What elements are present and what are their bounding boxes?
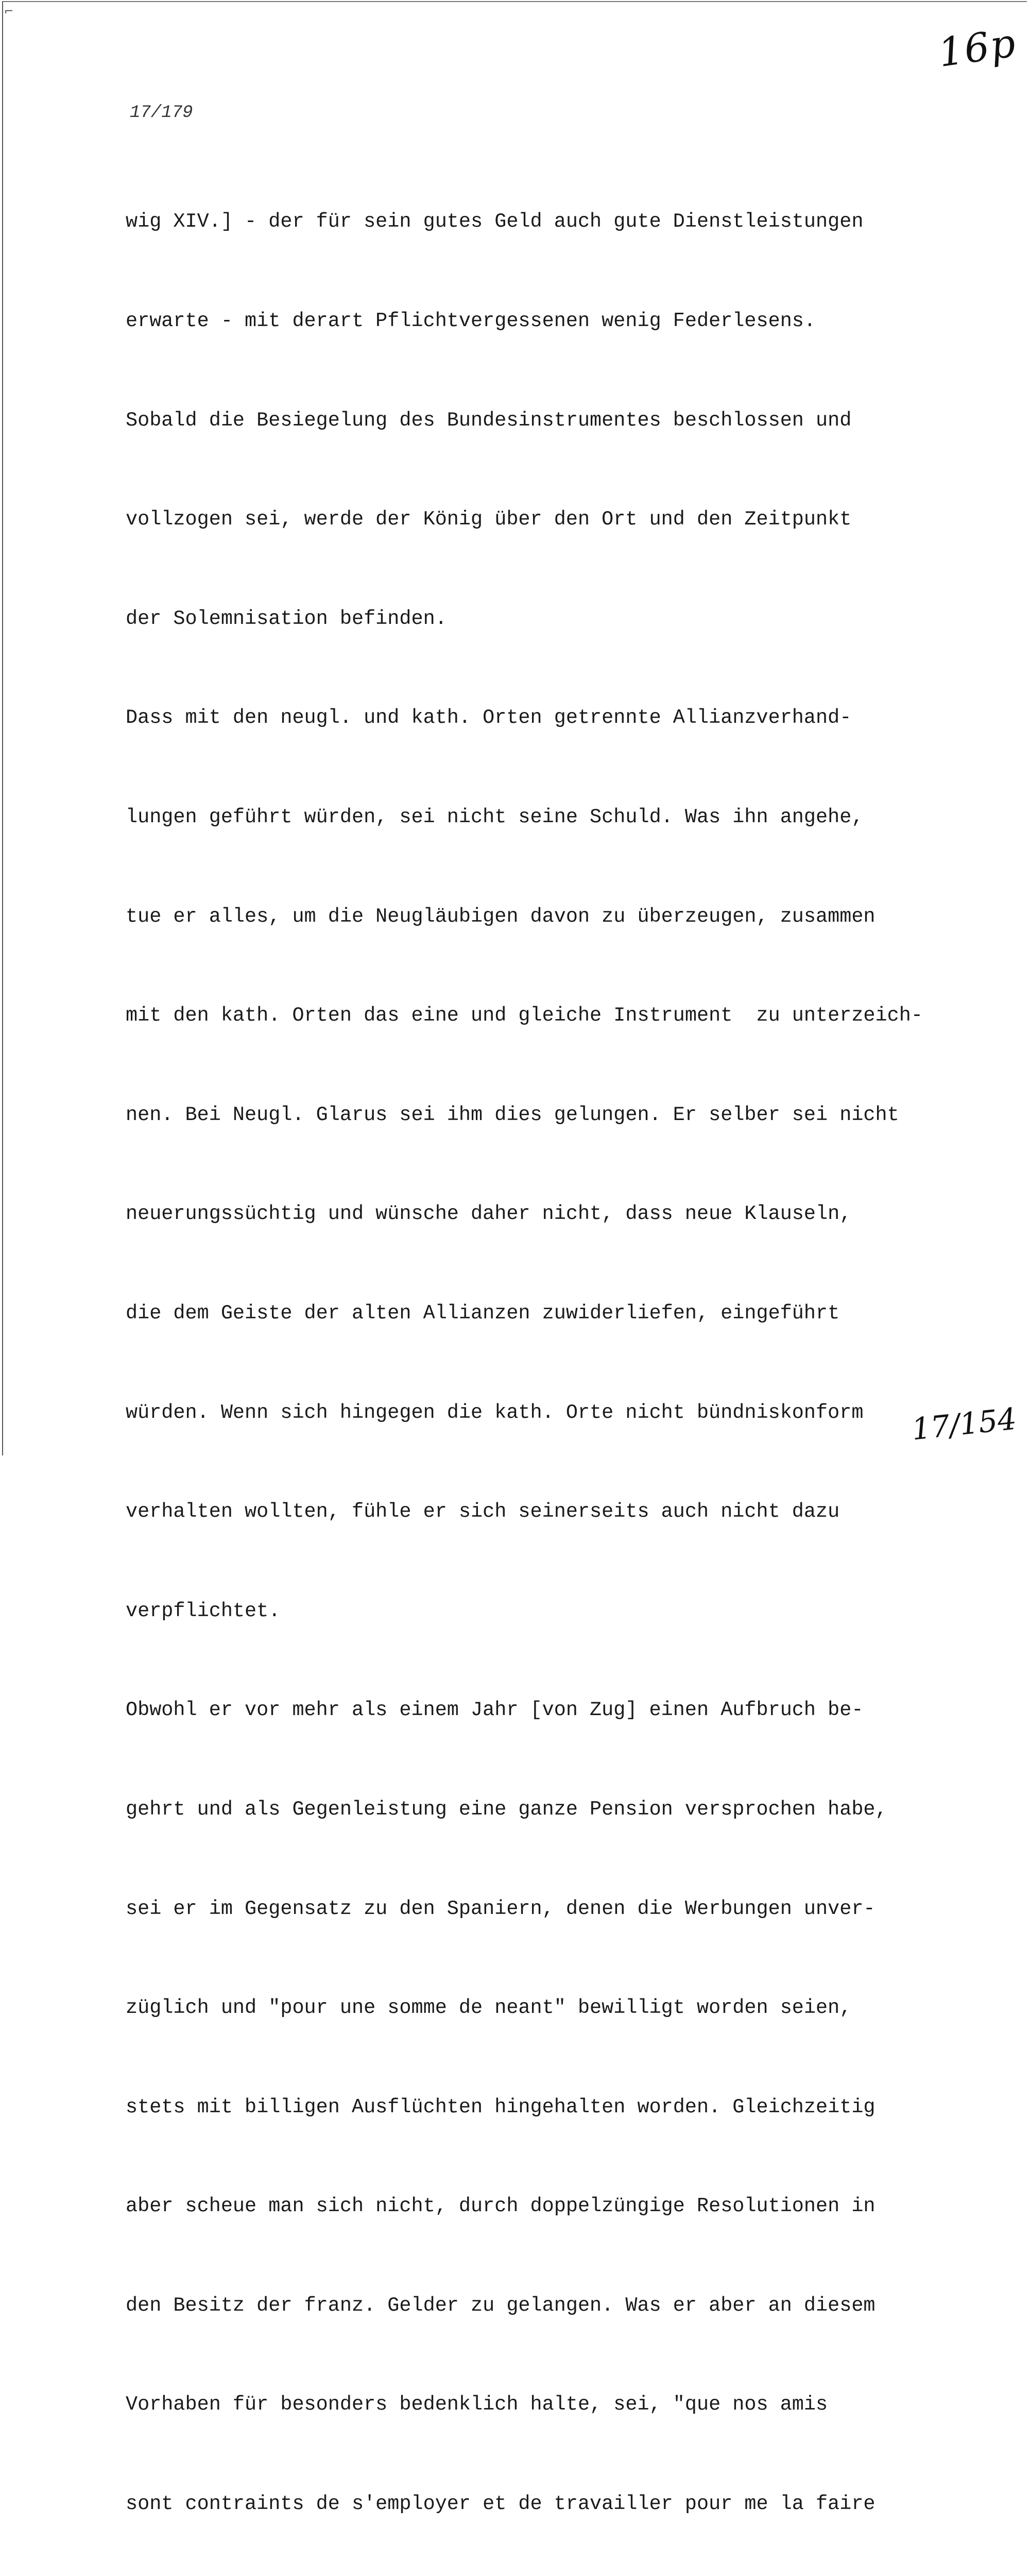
text-line: tue er alles, um die Neugläubigen davon zu überzeugen, zusammen <box>126 905 876 928</box>
text-line: den Besitz der franz. Gelder zu gelangen. Was er aber an diesem <box>126 2294 876 2317</box>
text-line: aber scheue man sich nicht, durch doppelzüngige Resolutionen in <box>126 2195 876 2218</box>
document-body <box>126 139 1022 2576</box>
text-line: die dem Geiste der alten Allianzen zuwiderliefen, eingeführt <box>126 1301 840 1325</box>
text-line: vollzogen sei, werde der König über den Ort und den Zeitpunkt <box>126 508 852 531</box>
text-line: neuerungssüchtig und wünsche daher nicht, dass neue Klauseln, <box>126 1202 852 1226</box>
text-line: erwarte - mit derart Pflichtvergessenen wenig Federlesens. <box>126 310 816 332</box>
text-line: verpflichtet. <box>126 1599 281 1622</box>
text-line: verhalten wollten, fühle er sich seinerseits auch nicht dazu <box>126 1500 840 1523</box>
text-line: mit den kath. Orten das eine und gleiche Instrument zu unterzeich- <box>126 1004 923 1027</box>
text-line: stets mit billigen Ausflüchten hingehalten worden. Gleichzeitig <box>126 2095 876 2119</box>
text-line: Dass mit den neugl. und kath. Orten getrennte Allianzverhand- <box>126 706 852 730</box>
text-line: Vorhaben für besonders bedenklich halte, sei, "que nos amis <box>126 2393 828 2416</box>
text-line: sei er im Gegensatz zu den Spaniern, denen die Werbungen unver- <box>126 1897 876 1920</box>
text-line: züglich und "pour une somme de neant" bewilligt worden seien, <box>126 1996 852 2020</box>
text-line: nen. Bei Neugl. Glarus sei ihm dies gelungen. Er selber sei nicht <box>126 1103 899 1126</box>
text-line: der Solemnisation befinden. <box>126 607 447 630</box>
text-line: Sobald die Besiegelung des Bundesinstrumentes beschlossen und <box>126 409 852 432</box>
text-line: würden. Wenn sich hingegen die kath. Orte nicht bündniskonform <box>126 1401 864 1424</box>
text-line: sont contraints de s'employer et de travailler pour me la faire <box>126 2493 876 2516</box>
handwritten-folio-number: 16p <box>935 19 1019 76</box>
text-line: gehrt und als Gegenleistung eine ganze Pension versprochen habe, <box>126 1798 887 1821</box>
handwritten-page-number: 17/154 <box>910 1401 1019 1447</box>
text-line: lungen geführt würden, sei nicht seine Schuld. Was ihn angehe, <box>126 805 864 828</box>
text-line: Obwohl er vor mehr als einem Jahr [von Zug] einen Aufbruch be- <box>126 1699 864 1722</box>
page-reference: 17/179 <box>130 103 193 123</box>
text-line: wig XIV.] - der für sein gutes Geld auch gute Dienstleistungen <box>126 210 864 233</box>
corner-mark: ⌐ <box>4 5 14 18</box>
